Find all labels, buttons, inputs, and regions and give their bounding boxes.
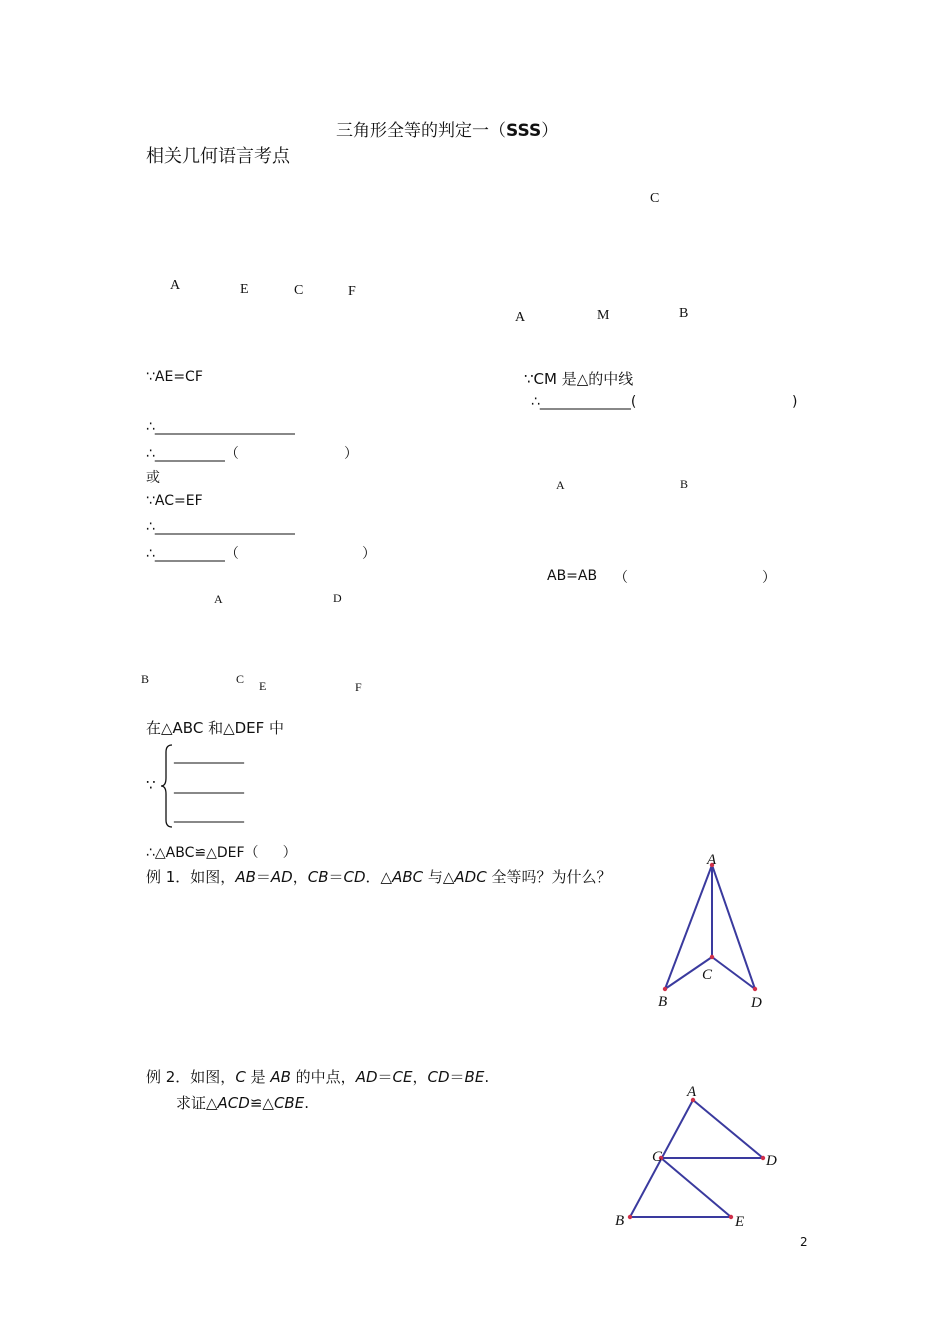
fig-mid-label-b: B bbox=[679, 306, 689, 321]
fig-abcdef-label-b: B bbox=[141, 672, 150, 686]
ex2-label-b: B bbox=[615, 1213, 625, 1229]
ex2-label-a: A bbox=[687, 1084, 697, 1100]
fig-mid-label-a: A bbox=[515, 310, 526, 325]
ex1-label-d: D bbox=[751, 995, 762, 1011]
fig-line-label-f: F bbox=[348, 284, 356, 299]
ex2-segment-ad bbox=[693, 1100, 763, 1158]
because-cm-median: ∵CM 是△的中线 bbox=[524, 370, 634, 388]
fig-abcdef-label-d: D bbox=[333, 591, 342, 605]
ex1-point-d bbox=[753, 987, 757, 991]
ex2-point-d bbox=[761, 1156, 765, 1160]
or-text: 或 bbox=[146, 470, 160, 486]
example-1-text: 例 1．如图，AB＝AD，CB＝CD．△ABC 与△ADC 全等吗？为什么？ bbox=[146, 868, 612, 886]
ex2-segment-ce bbox=[661, 1158, 731, 1217]
proof-blank-1: __________ bbox=[174, 748, 244, 764]
therefore-line-4: ∴__________（ bbox=[146, 546, 239, 562]
ex1-label-c: C bbox=[702, 967, 713, 983]
fig-line-label-c: C bbox=[294, 283, 304, 298]
proof-because: ∵ bbox=[146, 776, 156, 794]
therefore-line-3: ∴____________________ bbox=[146, 519, 295, 535]
proof-blank-2: __________ bbox=[174, 778, 244, 794]
title-close: ） bbox=[541, 121, 559, 141]
proof-conclusion bbox=[146, 842, 297, 862]
therefore-cm: ∴_____________( bbox=[531, 394, 637, 410]
ex1-point-b bbox=[663, 987, 667, 991]
example-2-prove: 求证△ACD≌△CBE. bbox=[176, 1094, 309, 1112]
page-number: 2 bbox=[800, 1235, 808, 1249]
fig-abcdef-label-c: C bbox=[236, 672, 245, 686]
fig-abcdef-label-f: F bbox=[355, 680, 362, 694]
because-ae-cf: ∵AE=CF bbox=[146, 369, 203, 385]
paren-close-2: ） bbox=[362, 546, 376, 562]
ex1-segment-ad bbox=[712, 865, 755, 989]
fig-mid-label-m: M bbox=[597, 308, 610, 323]
fig-line-label-a: A bbox=[170, 278, 181, 293]
ex2-label-d: D bbox=[766, 1153, 777, 1169]
ab-equals-ab: AB=AB bbox=[547, 568, 598, 584]
paren-close-1: ） bbox=[344, 446, 358, 462]
example-2-figure bbox=[605, 1075, 795, 1235]
therefore-line-2: ∴__________（ bbox=[146, 446, 239, 462]
ex2-point-b bbox=[628, 1215, 632, 1219]
fig-mid-label-c: C bbox=[650, 191, 660, 206]
ex2-point-e bbox=[729, 1215, 733, 1219]
fig-right-label-b: B bbox=[680, 477, 689, 491]
title-main: 三角形全等的判定一（ bbox=[336, 121, 506, 141]
proof-intro: 在△ABC 和△DEF 中 bbox=[146, 719, 285, 737]
proof-conclusion-text: ∴△ABC≌△DEF（ bbox=[146, 845, 259, 861]
because-ac-ef: ∵AC=EF bbox=[146, 493, 203, 509]
example-2-text: 例 2．如图，C 是 AB 的中点，AD＝CE，CD＝BE. bbox=[146, 1068, 490, 1086]
paren-close-ab: ） bbox=[762, 570, 776, 586]
ex2-label-e: E bbox=[735, 1214, 745, 1230]
therefore-line-1: ∴____________________ bbox=[146, 419, 295, 435]
paren-open-ab: （ bbox=[614, 570, 628, 586]
paren-close-cm: ) bbox=[792, 394, 798, 410]
ex1-label-b: B bbox=[658, 994, 668, 1010]
fig-abcdef-label-a: A bbox=[214, 592, 223, 606]
ex2-label-c: C bbox=[652, 1149, 663, 1165]
fig-line-label-e: E bbox=[240, 282, 249, 297]
proof-blank-3: __________ bbox=[174, 807, 244, 823]
title-bold: SSS bbox=[506, 121, 542, 141]
curly-brace bbox=[160, 744, 174, 828]
ex1-point-c bbox=[710, 955, 714, 959]
ex1-label-a: A bbox=[707, 852, 717, 868]
page-title bbox=[336, 116, 558, 141]
proof-conclusion-close: ） bbox=[282, 845, 297, 861]
fig-abcdef-label-e: E bbox=[259, 679, 267, 693]
fig-right-label-a: A bbox=[556, 478, 565, 492]
section-heading: 相关几何语言考点 bbox=[146, 146, 290, 167]
example-1-figure bbox=[640, 845, 780, 1020]
